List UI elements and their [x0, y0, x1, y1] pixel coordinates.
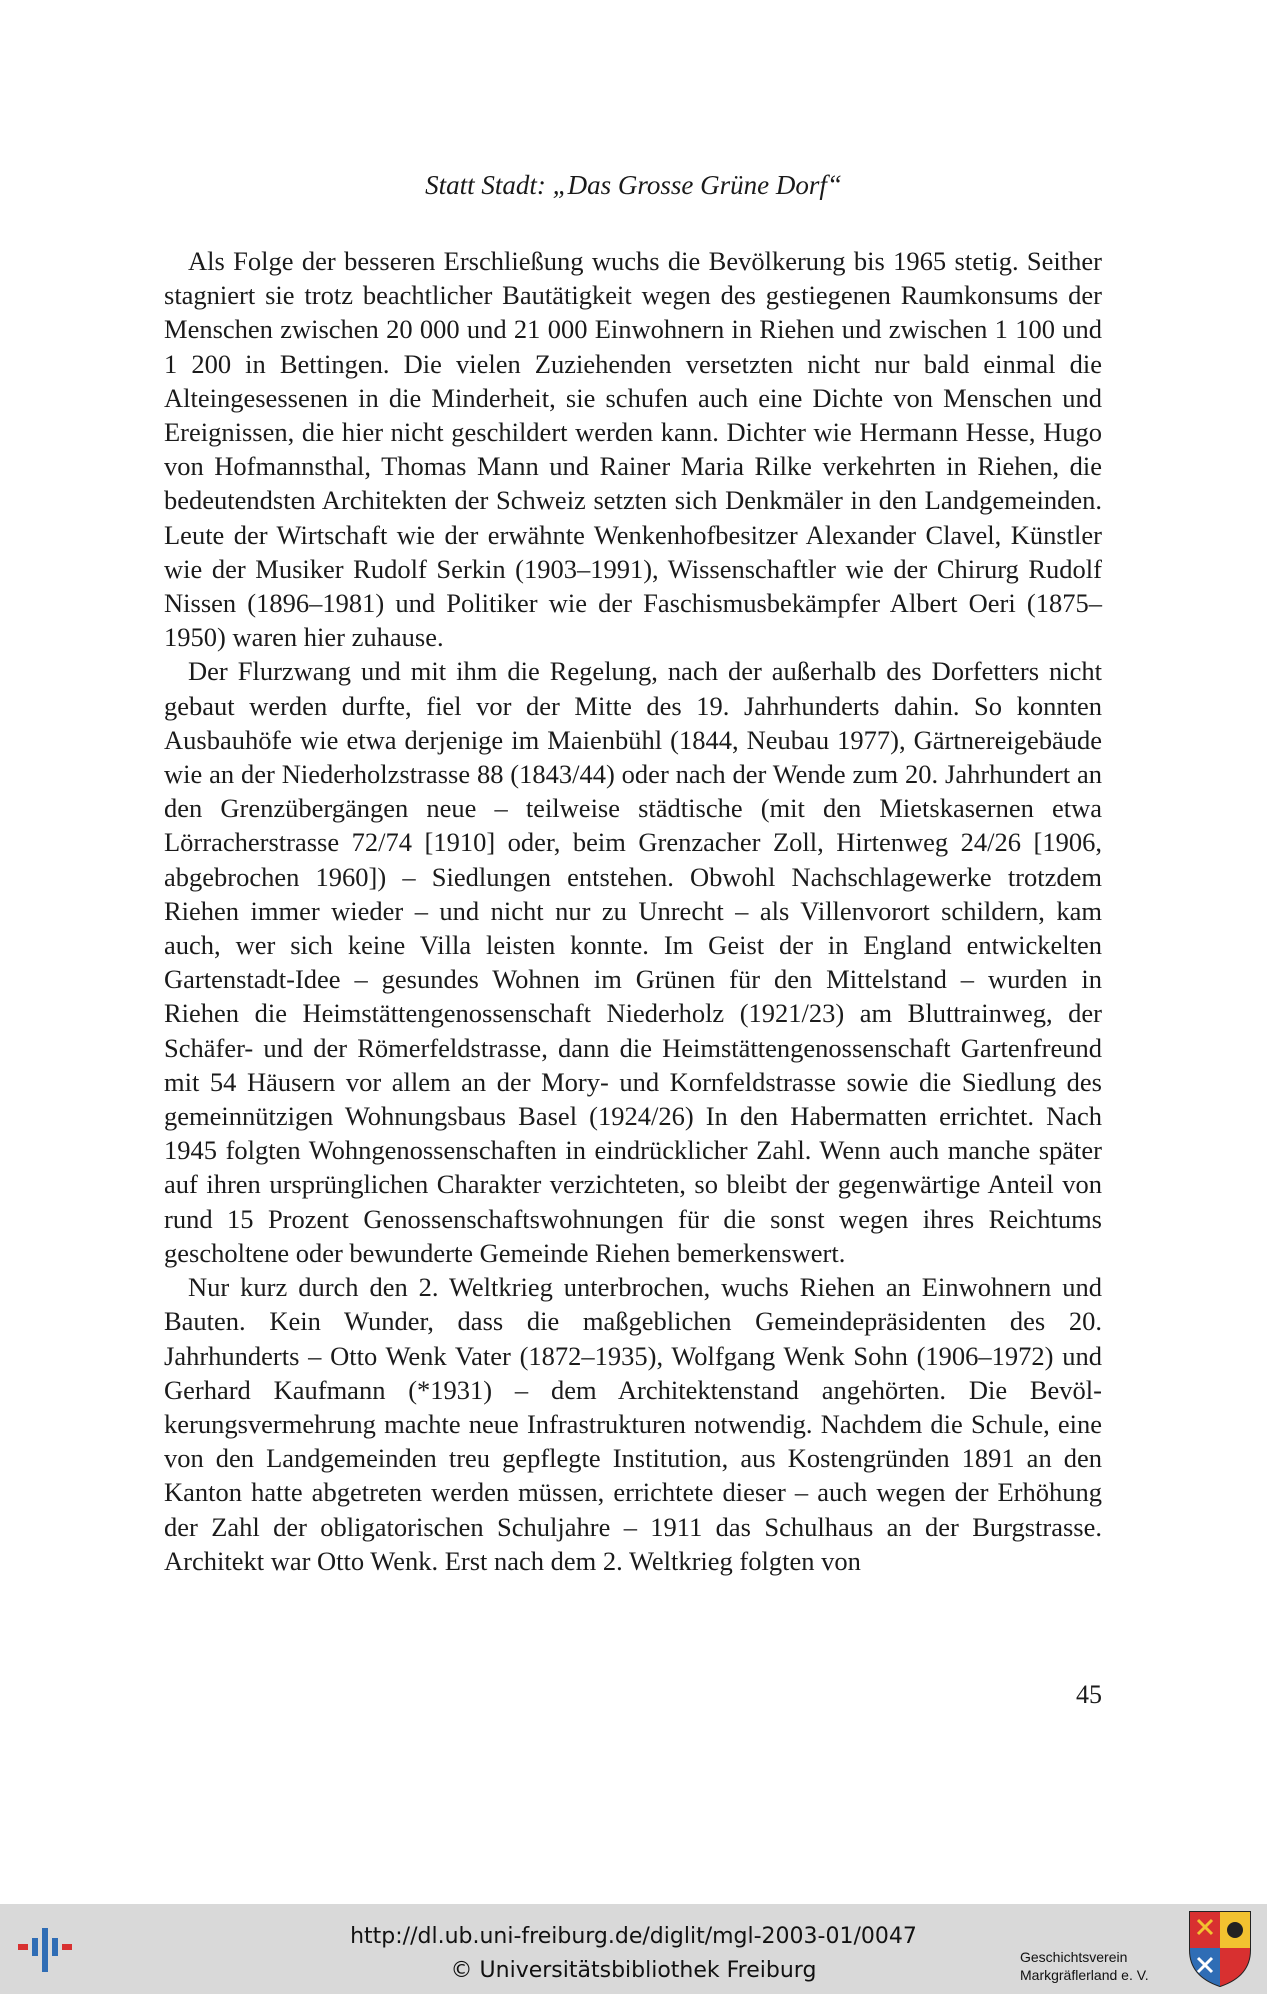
society-name-line-2: Markgräflerland e. V.	[1020, 1967, 1149, 1983]
body-text	[164, 244, 1102, 1578]
footer-url-link[interactable]: http://dl.ub.uni-freiburg.de/diglit/mgl-2003-01/0047	[350, 1924, 917, 1949]
running-head: Statt Stadt: „Das Grosse Grüne Dorf“	[425, 170, 842, 200]
paragraph-2: Der Flurzwang und mit ihm die Regelung, nach der außerhalb des Dorfetters nicht gebaut werden durfte, fiel vor der Mitte des 19. Jahrhunderts dahin. So konnten Ausbauhöfe wie etwa derjenige im Maienbühl (1844, Neubau 1977), Gärtnereigebäude wie an der Niederholzstrasse 88 (1843/44) oder nach der Wende zum 20. Jahrhundert an den Grenzübergängen neue – teilweise städtische (mit den Mietskasernen etwa Lörracherstrasse 72/74 [1910] oder, beim Grenzacher Zoll, Hirtenweg 24/26 [1906, abgebrochen 1960]) – Siedlungen entstehen. Obwohl Nachschlagewerke trotzdem Riehen immer wieder – und nicht nur zu Unrecht – als Villenvorort schildern, kam auch, wer sich keine Villa leisten konnte. Im Geist der in England entwickelten Gartenstadt-Idee – gesundes Wohnen im Grünen für den Mittelstand – wurden in Riehen die Heimstättengenossenschaft Niederholz (1921/23) am Bluttrainweg, der Schäfer- und der Römerfeldstrasse, dann die Heimstättengenossenschaft Gartenfreund mit 54 Häusern vor allem an der Mory- und Kornfeldstrasse sowie die Siedlung des gemeinnützigen Wohnungsbaus Basel (1924/26) In den Habermatten errichtet. Nach 1945 folgten Wohngenossenschaften in eindrücklicher Zahl. Wenn auch manche später auf ihren ursprünglichen Charakter verzichteten, so bleibt der gegenwärtige Anteil von rund 15 Prozent Genossenschaftswohnungen für die sonst wegen ihres Reichtums gescholtene oder bewunderte Gemeinde Riehen bemerkenswert.	[164, 656, 1102, 1268]
paragraph-3: Nur kurz durch den 2. Weltkrieg unterbrochen, wuchs Riehen an Einwohnern und Bauten. Kein Wunder, dass die maßgeblichen Gemeindepräsidenten des 20. Jahrhunderts – Otto Wenk Vater (1872–1935), Wolfgang Wenk Sohn (1906–1972) und Gerhard Kaufmann (*1931) – dem Architektenstand angehörten. Die Bevölkerungsvermehrung machte neue Infrastrukturen notwendig. Nachdem die Schule, eine von den Landgemeinden treu gepflegte Institution, aus Kostengründen 1891 an den Kanton hatte abgetreten werden müssen, errichtete dieser – auch wegen der Erhöhung der Zahl der obligatorischen Schuljahre – 1911 das Schulhaus an der Burgstrasse. Architekt war Otto Wenk. Erst nach dem 2. Weltkrieg folgten von	[164, 1272, 1102, 1576]
footer-bar	[0, 1904, 1267, 1994]
coat-of-arms-icon	[1188, 1910, 1252, 1988]
society-name-line-1: Geschichtsverein	[1020, 1949, 1128, 1965]
paragraph-1: Als Folge der besseren Erschließung wuchs die Bevölkerung bis 1965 stetig. Seither stagniert sie trotz beachtlicher Bautätigkeit wegen des gestiegenen Raumkonsums der Menschen zwischen 20 000 und 21 000 Einwohnern in Riehen und zwischen 1 100 und 1 200 in Bettingen. Die vielen Zuziehenden versetzten nicht nur bald einmal die Alteingesessenen in die Minderheit, sie schufen auch eine Dichte von Menschen und Ereignissen, die hier nicht geschildert werden kann. Dichter wie Hermann Hesse, Hugo von Hofmannsthal, Thomas Mann und Rainer Maria Rilke verkehrten in Riehen, die bedeutendsten Architekten der Schweiz setzten sich Denkmäler in den Landgemeinden. Leute der Wirtschaft wie der erwähnte Wenkenhofbesitzer Alexander Clavel, Künstler wie der Musiker Rudolf Serkin (1903–1991), Wissenschaftler wie der Chirurg Rudolf Nissen (1896–1981) und Politiker wie der Faschismusbekämpfer Albert Oeri (1875–1950) waren hier zuhause.	[164, 246, 1102, 653]
footer-copyright: © Universitätsbibliothek Freiburg	[450, 1958, 817, 1983]
page-number: 45	[1076, 1680, 1102, 1709]
society-name	[1020, 1948, 1149, 1984]
